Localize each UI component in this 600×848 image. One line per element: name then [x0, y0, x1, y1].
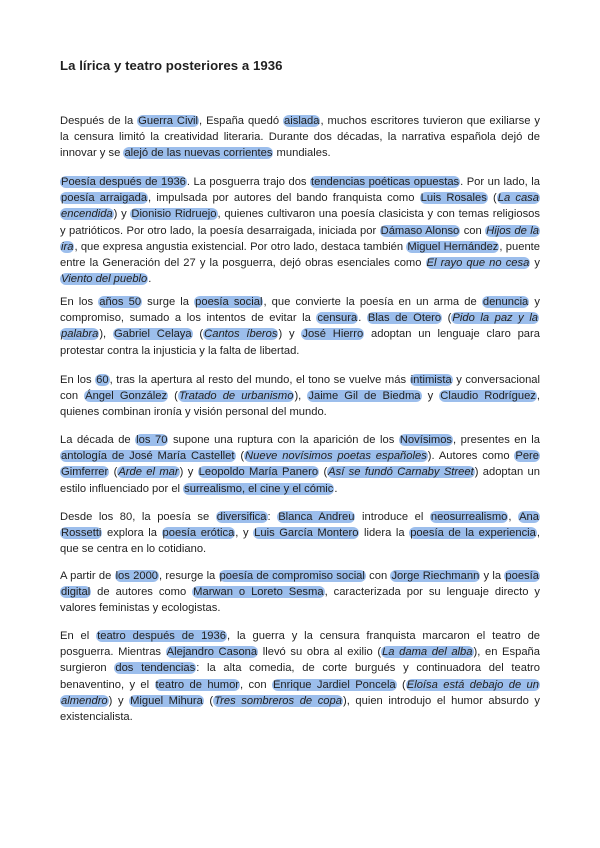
text-run: (: [235, 450, 245, 463]
text-run: En los: [60, 296, 99, 308]
highlighted-text: alejó de las nuevas corrientes: [124, 147, 273, 160]
highlighted-text: neosurrealismo: [430, 511, 508, 523]
highlighted-text: La casa encendida: [61, 192, 539, 221]
text-run: (: [192, 328, 204, 341]
text-run: supone una ruptura con la aparición de los: [168, 434, 399, 446]
text-run: (: [109, 466, 118, 479]
text-run: (: [203, 694, 214, 707]
text-run: y conversacional con: [60, 374, 541, 403]
page-title: La lírica y teatro posteriores a 1936: [60, 58, 283, 73]
highlighted-text: Guerra Civil: [138, 115, 199, 127]
highlighted-text: teatro después de 1936: [97, 630, 226, 642]
text-run: , puente entre la Generación del 27 y la posguerra, dejó obras esenciales como: [60, 240, 541, 270]
highlighted-text: Luis Rosales: [420, 192, 487, 205]
text-run: explora la: [102, 527, 162, 540]
highlighted-text: Jorge Riechmann: [391, 570, 480, 582]
text-run: . La posguerra trajo dos: [186, 176, 310, 188]
paragraph-theatre-after-1936: [60, 628, 540, 725]
text-run: .: [148, 273, 152, 286]
highlighted-text: Pere Gimferrer: [61, 450, 540, 479]
text-run: , que convierte la poesía en un arma de: [263, 296, 482, 308]
highlighted-text: El rayo que no cesa: [426, 257, 530, 270]
text-run: mundiales.: [273, 147, 331, 160]
highlighted-text: diversifica: [216, 511, 267, 523]
text-run: y: [530, 257, 541, 270]
highlighted-text: los 2000: [115, 570, 159, 582]
text-run: , quienes cultivaron una poesía clasicista y con temas religiosos y patrióticos. Por otro lado, la poesía desarraigada, iniciada por: [60, 208, 540, 237]
highlighted-text: Eloísa está debajo de un almendro: [61, 678, 539, 707]
highlighted-text: teatro de humor: [155, 678, 240, 691]
text-run: , que expresa angustia existencial. Por otro lado, destaca también: [74, 240, 407, 253]
highlighted-text: Alejandro Casona: [166, 646, 258, 659]
highlighted-text: 60: [96, 374, 109, 386]
highlighted-text: intimista: [410, 374, 452, 386]
text-run: con: [365, 570, 391, 582]
text-run: con: [460, 224, 486, 237]
text-run: ) y: [108, 694, 130, 707]
text-run: En los: [60, 374, 96, 386]
highlighted-text: Miguel Mihura: [130, 694, 203, 707]
text-run: ,: [508, 511, 519, 523]
text-run: En el: [60, 630, 97, 642]
highlighted-text: Viento del pueblo: [61, 273, 148, 286]
paragraph-70s-novisimos: [60, 432, 540, 497]
highlighted-text: surrealismo, el cine y el cómic: [184, 482, 334, 495]
highlighted-text: tendencias poéticas opuestas: [311, 176, 460, 188]
text-run: ) y: [113, 208, 131, 221]
paragraph-50s-social-poetry: [60, 294, 540, 359]
text-run: . Por un lado, la: [460, 176, 540, 188]
highlighted-text: Tratado de urbanismo: [178, 390, 294, 403]
text-run: ) y: [278, 328, 302, 341]
text-run: (: [442, 312, 452, 325]
highlighted-text: Blas de Otero: [367, 312, 442, 325]
highlighted-text: antología de José María Castellet: [61, 450, 235, 463]
text-run: , resurge la: [159, 570, 219, 582]
highlighted-text: censura: [317, 312, 358, 325]
highlighted-text: La dama del alba: [382, 646, 473, 659]
text-run: La década de: [60, 434, 136, 446]
text-run: A partir de: [60, 570, 115, 582]
text-run: , caracterizada por su lenguaje directo y valores feministas y ecologistas.: [60, 586, 540, 615]
text-run: ) y: [179, 466, 198, 479]
text-run: llevó su obra al exilio (: [258, 646, 382, 659]
highlighted-text: denuncia: [482, 296, 529, 308]
highlighted-text: Dámaso Alonso: [380, 224, 460, 237]
highlighted-text: Ana Rossetti: [61, 511, 539, 540]
text-run: adoptan un lenguaje claro para protestar contra la injusticia y la falta de libertad.: [60, 328, 540, 357]
text-run: , España quedó: [199, 115, 284, 127]
text-run: .: [358, 312, 367, 325]
highlighted-text: poesía social: [195, 296, 263, 308]
highlighted-text: Leopoldo María Panero: [198, 466, 319, 479]
text-run: Después de la: [60, 115, 138, 127]
text-run: , y: [235, 527, 254, 540]
highlighted-text: Jaime Gil de Biedma: [308, 390, 421, 403]
text-run: Desde los 80, la poesía se: [60, 511, 216, 523]
highlighted-text: Ángel González: [85, 390, 168, 403]
highlighted-text: Tres sombreros de copa: [214, 694, 342, 707]
highlighted-text: Novísimos: [399, 434, 453, 446]
paragraph-poetry-after-1936: [60, 174, 540, 287]
highlighted-text: Claudio Rodríguez: [440, 390, 536, 403]
highlighted-text: José Hierro: [302, 328, 364, 341]
paragraph-60s-poetry: [60, 372, 540, 421]
text-run: lidera la: [359, 527, 410, 540]
highlighted-text: Hijos de la ira: [61, 224, 540, 253]
text-run: :: [267, 511, 278, 523]
text-run: (: [168, 390, 178, 403]
highlighted-text: poesía digital: [61, 570, 539, 599]
text-run: introduce el: [355, 511, 430, 523]
highlighted-text: los 70: [136, 434, 168, 446]
highlighted-text: Enrique Jardiel Poncela: [272, 678, 396, 691]
highlighted-text: Luis García Montero: [254, 527, 359, 540]
highlighted-text: poesía de compromiso social: [219, 570, 365, 582]
paragraph-postwar-context: [60, 113, 540, 162]
text-run: , con: [240, 678, 272, 691]
text-run: , impulsada por autores del bando franquista como: [148, 192, 420, 205]
text-run: , quienes combinan ironía y visión personal del mundo.: [60, 390, 540, 419]
highlighted-text: poesía erótica: [162, 527, 235, 540]
highlighted-text: Así se fundó Carnaby Street: [328, 466, 474, 479]
highlighted-text: Arde el mar: [118, 466, 179, 479]
text-run: (: [319, 466, 328, 479]
paragraph-2000s-poetry: [60, 568, 540, 617]
text-run: , muchos escritores tuvieron que exiliarse y la censura limitó la creatividad literaria. Durante dos décadas, la narrativa española dejó de innovar y se: [60, 115, 540, 160]
paragraph-80s-poetry: [60, 509, 540, 558]
text-run: , la guerra y la censura franquista marcaron el teatro de posguerra. Mientras: [60, 630, 541, 659]
text-run: de autores como: [91, 586, 193, 599]
text-run: surge la: [142, 296, 195, 308]
highlighted-text: poesía de la experiencia: [410, 527, 536, 540]
highlighted-text: aislada: [284, 115, 320, 127]
text-run: .: [334, 482, 338, 495]
text-run: ), en España surgieron: [60, 646, 540, 675]
highlighted-text: Dionisio Ridruejo: [131, 208, 217, 221]
highlighted-text: Poesía después de 1936: [61, 176, 186, 188]
text-run: , presentes en la: [453, 434, 540, 446]
highlighted-text: Nueve novísimos poetas españoles: [245, 450, 427, 463]
text-run: ), quien introdujo el humor absurdo y existencialista.: [60, 694, 540, 724]
text-run: , tras la apertura al resto del mundo, el tono se vuelve más: [109, 374, 410, 386]
text-run: ). Autores como: [427, 450, 515, 463]
text-run: y compromiso, sumado a los intentos de evitar la: [60, 296, 540, 325]
highlighted-text: años 50: [99, 296, 142, 308]
text-run: y: [421, 390, 440, 403]
text-run: ) adoptan un estilo influenciado por el: [60, 466, 540, 495]
text-run: : la alta comedia, de corte burgués y continuadora del teatro benaventino, y el: [60, 662, 540, 691]
highlighted-text: Marwan o Loreto Sesma: [193, 586, 324, 599]
highlighted-text: Pido la paz y la palabra: [61, 312, 539, 341]
highlighted-text: dos tendencias: [115, 662, 196, 675]
text-run: ),: [294, 390, 308, 403]
text-run: (: [396, 678, 406, 691]
highlighted-text: Blanca Andreu: [278, 511, 355, 523]
text-run: , que se centra en lo cotidiano.: [60, 527, 540, 556]
text-run: y la: [480, 570, 505, 582]
text-run: (: [487, 192, 497, 205]
text-run: ),: [99, 328, 113, 341]
highlighted-text: poesía arraigada: [61, 192, 148, 205]
highlighted-text: Cantos íberos: [204, 328, 278, 341]
highlighted-text: Gabriel Celaya: [113, 328, 192, 341]
highlighted-text: Miguel Hernández: [407, 240, 499, 253]
